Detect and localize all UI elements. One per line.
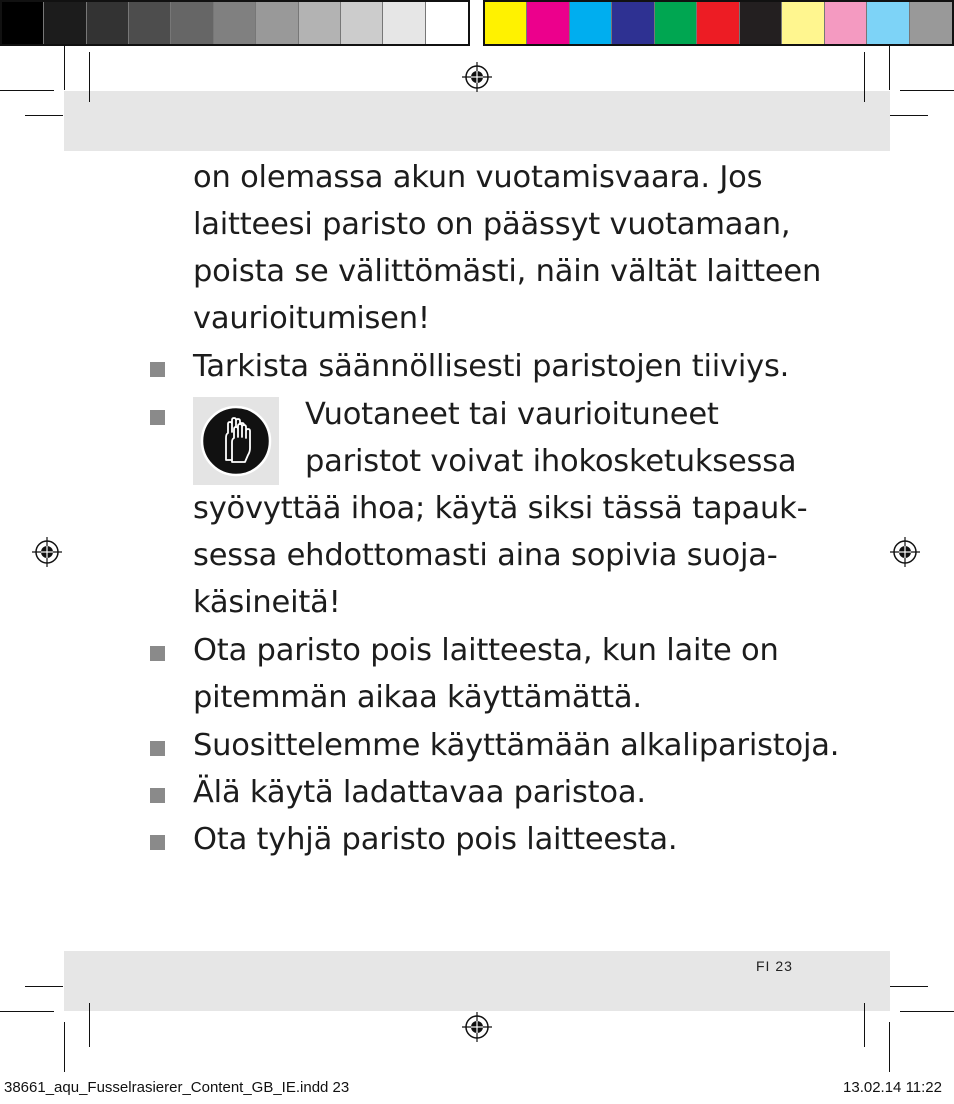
text-line: poista se välittömästi, näin vältät laitteen [193, 254, 822, 289]
text-line: paristot voivat ihokosketuksessa [305, 444, 797, 479]
footer-filename: 38661_aqu_Fusselrasierer_Content_GB_IE.indd 23 [4, 1079, 350, 1096]
text-line: Ota tyhjä paristo pois laitteesta. [193, 822, 678, 857]
text-line: Suosittelemme käyttämään alkaliparistoja. [193, 728, 840, 763]
page-number: FI 23 [756, 958, 793, 974]
footer-timestamp: 13.02.14 11:22 [843, 1079, 942, 1096]
text-line: Vuotaneet tai vaurioituneet [305, 397, 719, 432]
bullet-square [150, 788, 165, 803]
text-line: sessa ehdottomasti aina sopivia suoja- [193, 538, 778, 573]
text-line: pitemmän aikaa käyttämättä. [193, 680, 642, 715]
text-line: käsineitä! [193, 585, 341, 620]
gloves-pictogram [193, 397, 279, 485]
bullet-square [150, 646, 165, 661]
bullet-square [150, 410, 165, 425]
text-line: Tarkista säännöllisesti paristojen tiiviys. [193, 349, 790, 384]
text-line: vaurioitumisen! [193, 301, 430, 336]
protective-gloves-icon [199, 402, 273, 480]
bullet-square [150, 741, 165, 756]
bullet-square [150, 835, 165, 850]
text-line: on olemassa akun vuotamisvaara. Jos [193, 160, 763, 195]
text-line: syövyttää ihoa; käytä siksi tässä tapauk- [193, 491, 808, 526]
bullet-square [150, 362, 165, 377]
text-line: laitteesi paristo on päässyt vuotamaan, [193, 207, 791, 242]
text-line: Älä käytä ladattavaa paristoa. [193, 775, 646, 810]
text-line: Ota paristo pois laitteesta, kun laite on [193, 633, 779, 668]
